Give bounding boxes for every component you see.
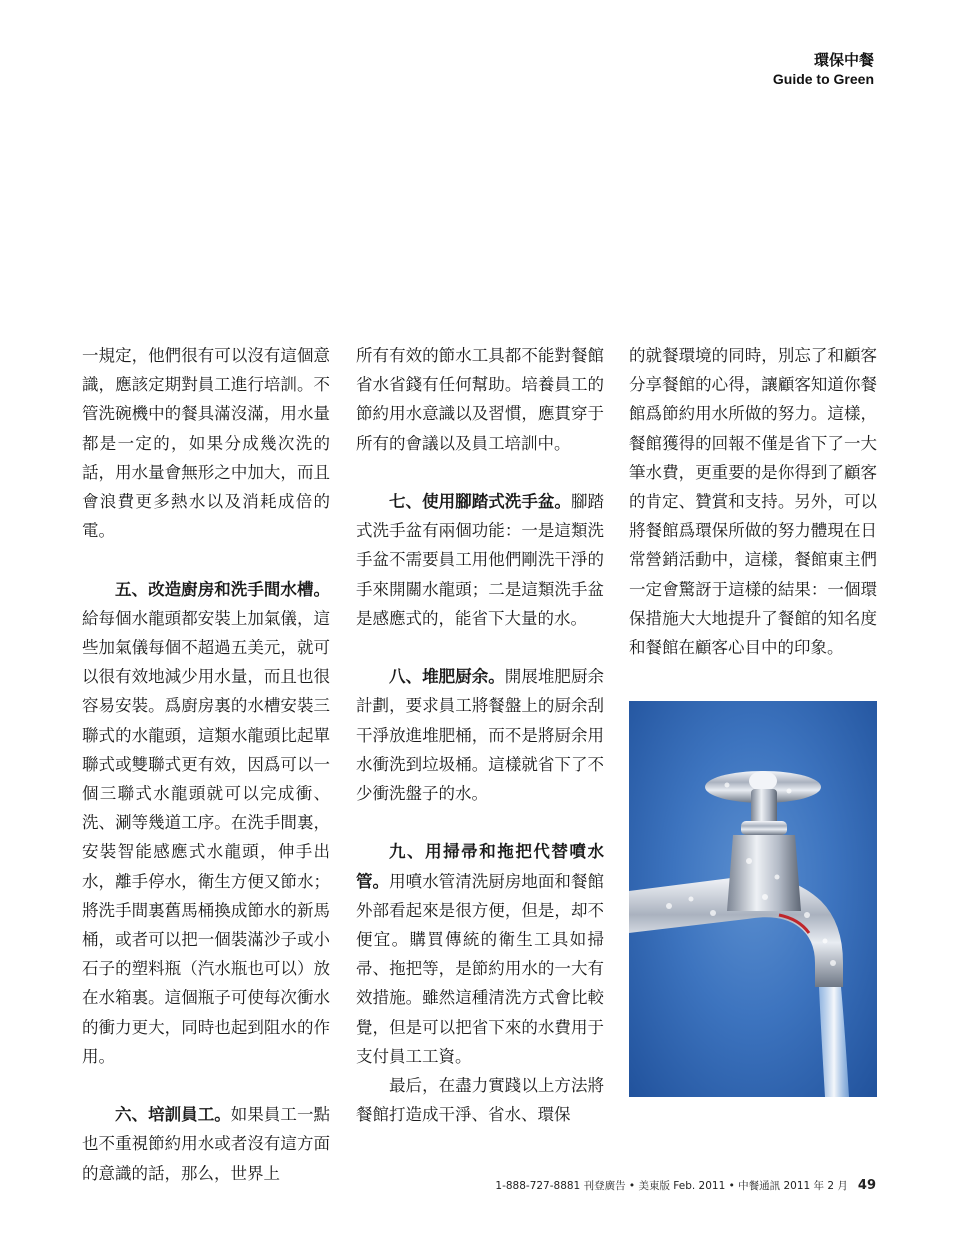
paragraph xyxy=(82,575,330,1071)
subheading: 七、使用腳踏式洗手盆。 xyxy=(389,492,571,511)
paragraph: 一規定，他們很有可以沒有這個意識，應該定期對員工進行培訓。不管洗碗機中的餐具滿沒滿，用水量都是一定的，如果分成幾次洗的話，用水量會無形之中加大，而且會浪費更多熱水以及消耗成倍的電。 xyxy=(82,346,330,541)
faucet-photo xyxy=(629,701,877,1097)
page-number: 49 xyxy=(857,1178,876,1193)
paragraph xyxy=(82,1100,330,1188)
article-column-2 xyxy=(356,341,604,1129)
section-title-en: Guide to Green xyxy=(772,71,874,87)
paragraph-body: 用噴水管清洗厨房地面和餐館外部看起來是很方便，但是，却不便宜。購買傳統的衛生工具如掃帚、拖把等，是節約用水的一大有效措施。雖然這種清洗方式會比較覺，但是可以把省下來的水費用于支付員工工資。 xyxy=(356,871,605,1066)
paragraph: 最后，在盡力實踐以上方法將餐館打造成干淨、省水、環保 xyxy=(356,1076,604,1125)
subheading: 八、堆肥厨余。 xyxy=(389,667,505,687)
section-title-zh: 環保中餐 xyxy=(813,51,874,69)
paragraph: 所有有效的節水工具都不能對餐館省水省錢有任何幫助。培養員工的節約用水意識以及習慣，應貫穿于所有的會議以及員工培訓中。 xyxy=(356,346,604,453)
article-column-1 xyxy=(82,341,330,1188)
subheading: 五、改造廚房和洗手間水槽。 xyxy=(115,579,330,599)
subheading: 六、培訓員工。 xyxy=(115,1105,231,1125)
paragraph-body: 腳踏式洗手盆有兩個功能：一是這類洗手盆不需要員工用他們剛洗干淨的手來開關水龍頭；二是這類洗手盆是感應式的，能省下大量的水。 xyxy=(356,492,605,628)
paragraph xyxy=(356,662,604,808)
subheading: 九、用掃帚和拖把代替噴水管。 xyxy=(356,842,604,891)
section-header xyxy=(773,50,874,88)
page-footer xyxy=(495,1178,876,1193)
article-column-3 xyxy=(629,341,877,662)
paragraph xyxy=(356,837,604,1071)
paragraph-body: 給每個水龍頭都安裝上加氣儀，這些加氣儀每個不超過五美元，就可以很有效地減少用水量，而且也很容易安裝。爲廚房裏的水槽安裝三聯式的水龍頭，這類水龍頭比起單聯式或雙聯式更有效，因爲可以一個三聯式水龍頭就可以完成衝、洗、涮等幾道工序。在洗手間裏，安裝智能感應式水龍頭，伸手出水，離手停水，衛生方便又節水；將洗手間裏舊馬桶換成節水的新馬桶，或者可以把一個裝滿沙子或小石子的塑料瓶（汽水瓶也可以）放在水箱裏。這個瓶子可使每次衝水的衝力更大，同時也起到阻水的作用。 xyxy=(82,608,330,1066)
footer-text: 1-888-727-8881 刊登廣告 • 美東版 Feb. 2011 • 中餐通訊 2011 年 2 月 xyxy=(495,1180,848,1192)
paragraph-body: 開展堆肥厨余計劃，要求員工將餐盤上的厨余刮干淨放進堆肥桶，而不是將厨余用水衝洗到垃圾桶。這樣就省下了不少衝洗盤子的水。 xyxy=(356,667,605,804)
paragraph: 的就餐環境的同時，別忘了和顧客分享餐館的心得，讓顧客知道你餐館爲節約用水所做的努力。這樣，餐館獲得的回報不僅是省下了一大筆水費，更重要的是你得到了顧客的肯定、贊賞和支持。另外，可以將餐館爲環保所做的努力體現在日常營銷活動中，這樣，餐館東主們一定會驚訝于這樣的結果：一個環保措施大大地提升了餐館的知名度和餐館在顧客心目中的印象。 xyxy=(629,346,877,658)
paragraph-body: 如果員工一點也不重視節約用水或者沒有這方面的意識的話，那么，世界上 xyxy=(82,1105,331,1183)
paragraph xyxy=(356,487,604,633)
water-stream xyxy=(819,987,849,1097)
faucet-illustration xyxy=(629,701,877,1097)
